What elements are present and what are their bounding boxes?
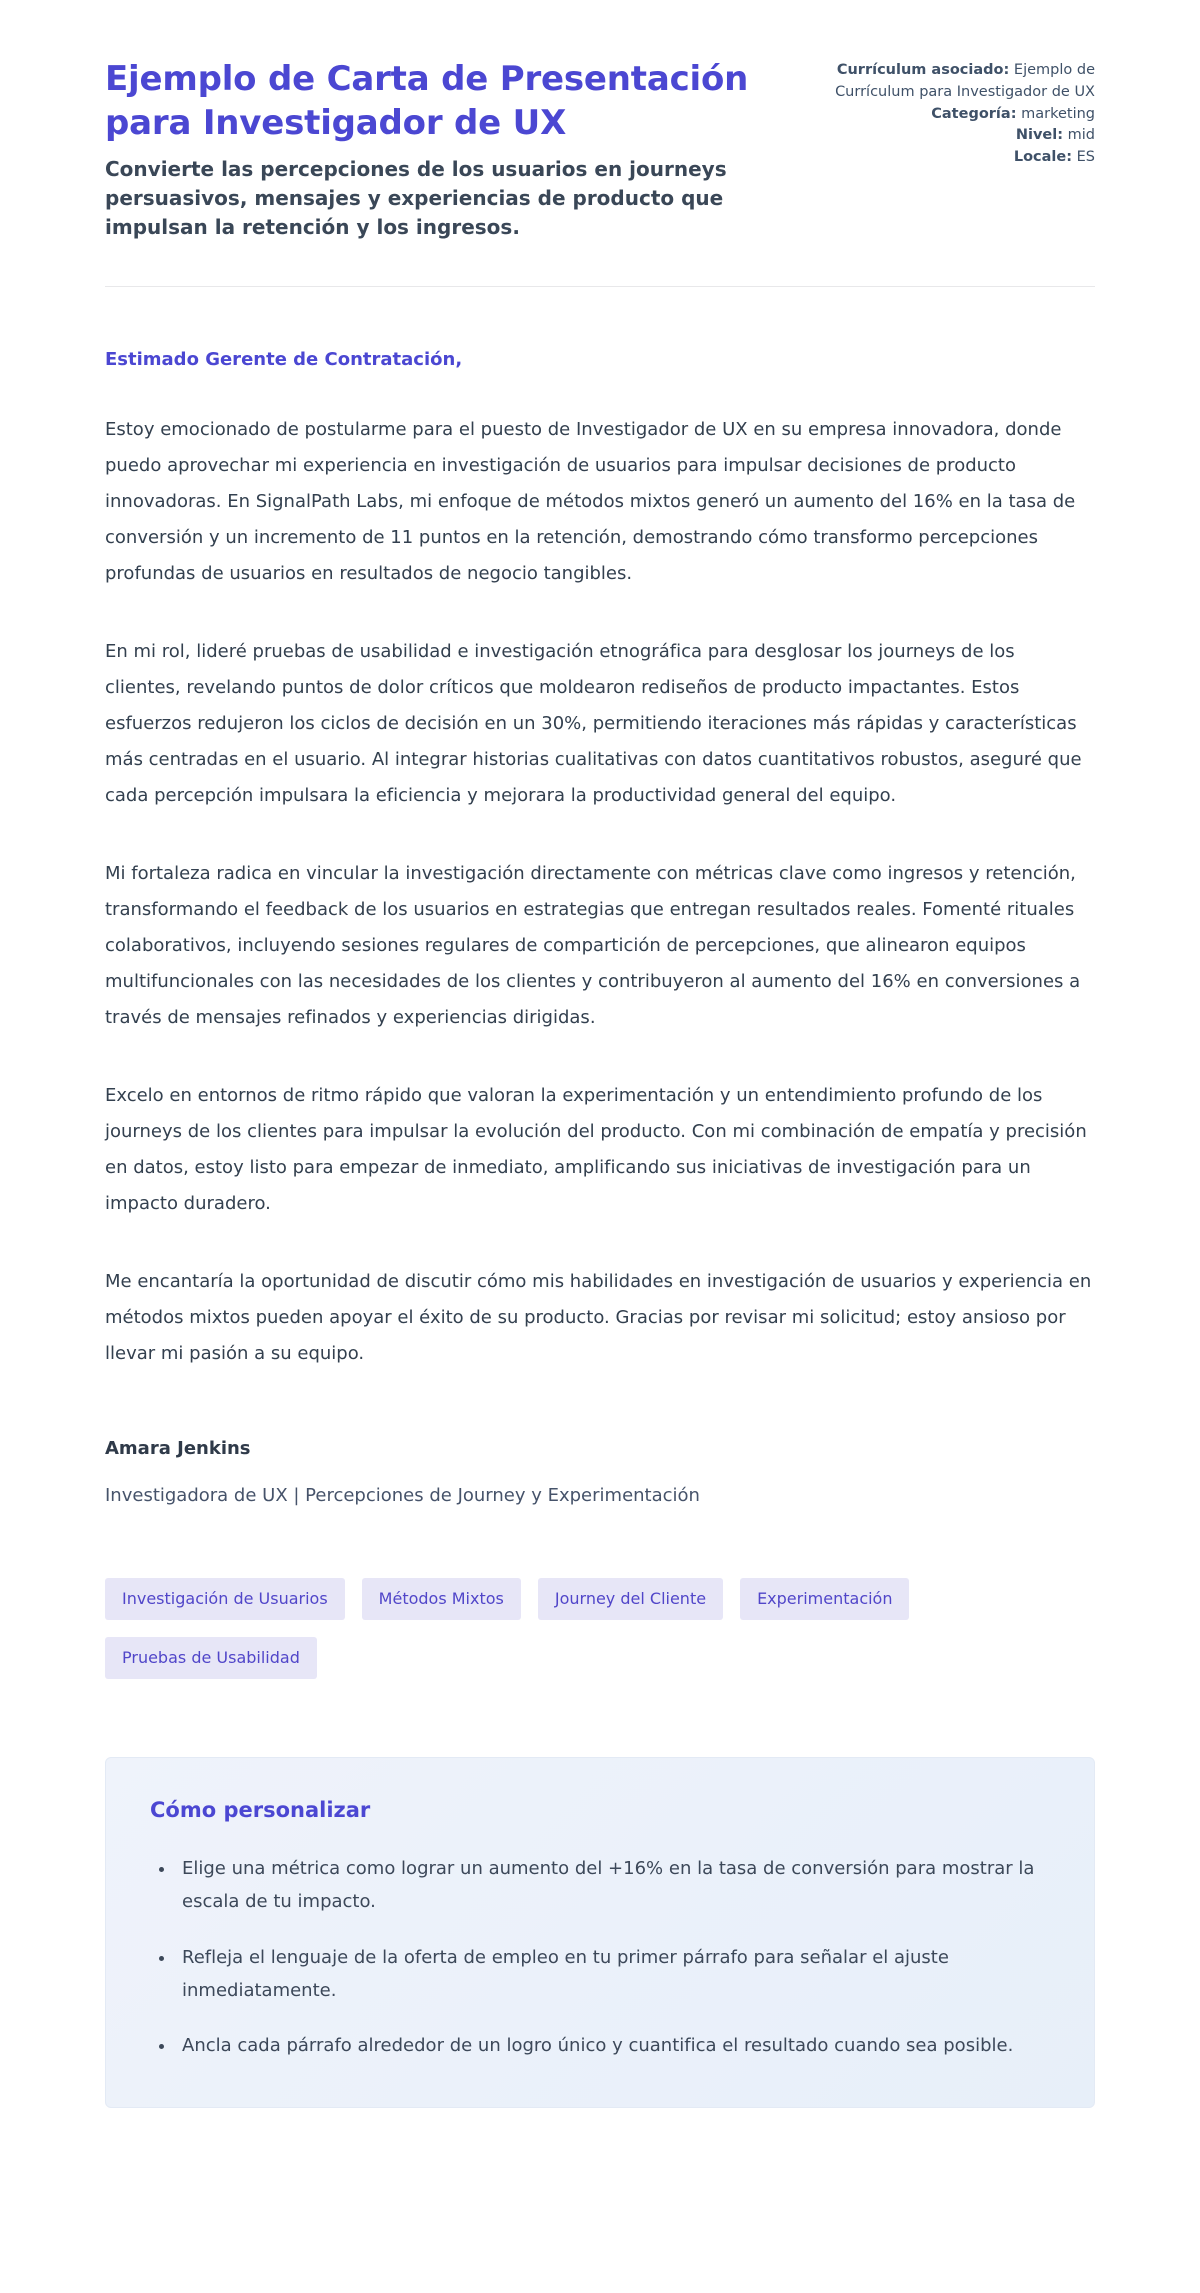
- meta-row-category: [833, 104, 1095, 126]
- meta-row-curriculum: [833, 60, 1095, 104]
- header-divider: [105, 286, 1095, 287]
- signature-name: Amara Jenkins: [105, 1438, 251, 1460]
- page-header: [105, 58, 1095, 242]
- letter-body: [105, 349, 1095, 1506]
- letter-paragraph: Excelo en entornos de ritmo rápido que valoran la experimentación y un entendimiento profundo de los journeys de los clientes para impulsar la evolución del producto. Con mi combinación de empatía y precisión en datos, estoy listo para empezar de inmediato, amplificando sus iniciativas de investigación para un impacto duradero.: [105, 1085, 1087, 1215]
- tag-list: [105, 1578, 1095, 1679]
- meta-label: Currículum asociado:: [836, 62, 1010, 78]
- signature-role: Investigadora de UX | Percepciones de Journey y Experimentación: [105, 1485, 700, 1507]
- meta-label: Categoría:: [931, 105, 1017, 122]
- meta-label: Nivel:: [1015, 127, 1064, 144]
- tag-chip-metodos-mixtos: Métodos Mixtos: [362, 1578, 521, 1620]
- meta-label: Locale:: [1013, 149, 1073, 165]
- meta-row-locale: [833, 147, 1095, 169]
- meta-value: Ejemplo de Currículum para Investigador de UX: [835, 62, 1095, 100]
- letter-paragraph: Me encantaría la oportunidad de discutir cómo mis habilidades en investigación de usuarios y experiencia en métodos mixtos pueden apoyar el éxito de su producto. Gracias por revisar mi solicitud; estoy ansioso por llevar mi pasión a su equipo.: [105, 1271, 1092, 1365]
- customize-title: Cómo personalizar: [150, 1798, 371, 1823]
- meta-value: marketing: [1021, 105, 1095, 122]
- customize-item: • Elige una métrica como lograr un aumento del +16% en la tasa de conversión para mostrar la escala de tu impacto.: [176, 1852, 1050, 1919]
- tag-chip-investigacion-de-usuarios: Investigación de Usuarios: [105, 1578, 345, 1620]
- letter-paragraph: Mi fortaleza radica en vincular la investigación directamente con métricas clave como ingresos y retención, transformando el feedback de los usuarios en estrategias que entregan resultados reales. Fomenté rituales colaborativos, incluyendo sesiones regulares de compartición de percepciones, que alinearon equipos multifuncionales con las necesidades de los clientes y contribuyeron al aumento del 16% en conversiones a través de mensajes refinados y experiencias dirigidas.: [105, 863, 1081, 1029]
- customize-item: • Ancla cada párrafo alrededor de un logro único y cuantifica el resultado cuando sea posible.: [176, 2029, 1050, 2062]
- meta-row-level: [833, 125, 1095, 147]
- tag-chip-journey-del-cliente: Journey del Cliente: [538, 1578, 723, 1620]
- customize-item: • Refleja el lenguaje de la oferta de empleo en tu primer párrafo para señalar el ajuste inmediatamente.: [176, 1941, 1050, 2008]
- customize-list: [150, 1852, 1050, 2062]
- letter-paragraph: En mi rol, lideré pruebas de usabilidad e investigación etnográfica para desglosar los journeys de los clientes, revelando puntos de dolor críticos que moldearon rediseños de producto impactantes. Estos esfuerzos redujeron los ciclos de decisión en un 30%, permitiendo iteraciones más rápidas y características más centradas en el usuario. Al integrar historias cualitativas con datos cuantitativos robustos, aseguré que cada percepción impulsara la eficiencia y mejorara la productividad general del equipo.: [105, 641, 1082, 807]
- page-subtitle: Convierte las percepciones de los usuarios en journeys persuasivos, mensajes y experiencias de producto que impulsan la retención y los ingresos.: [105, 157, 727, 240]
- meta-panel: [833, 58, 1095, 169]
- customize-box: [105, 1757, 1095, 2107]
- letter-greeting: Estimado Gerente de Contratación,: [105, 349, 463, 371]
- meta-value: ES: [1076, 149, 1095, 165]
- cover-letter-page: [105, 0, 1095, 2174]
- meta-value: mid: [1067, 127, 1095, 144]
- page-title: Ejemplo de Carta de Presentación para Investigador de UX: [105, 59, 749, 143]
- header-title-block: [105, 58, 760, 242]
- tag-chip-pruebas-de-usabilidad: Pruebas de Usabilidad: [105, 1637, 317, 1679]
- letter-paragraph: Estoy emocionado de postularme para el puesto de Investigador de UX en su empresa innovadora, donde puedo aprovechar mi experiencia en investigación de usuarios para impulsar decisiones de producto innovadoras. En SignalPath Labs, mi enfoque de métodos mixtos generó un aumento del 16% en la tasa de conversión y un incremento de 11 puntos en la retención, demostrando cómo transformo percepciones profundas de usuarios en resultados de negocio tangibles.: [105, 419, 1076, 585]
- tag-chip-experimentacion: Experimentación: [740, 1578, 909, 1620]
